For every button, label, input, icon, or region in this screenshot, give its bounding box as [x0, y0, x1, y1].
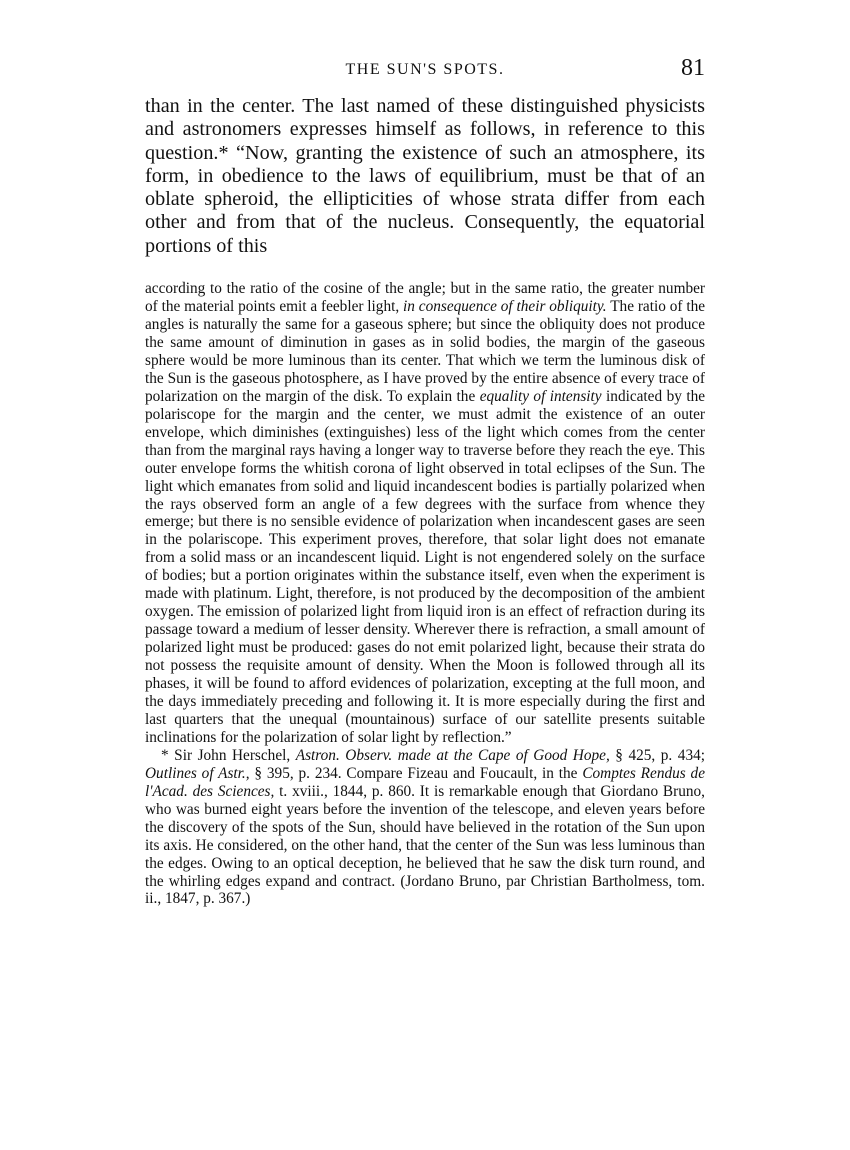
footnotes [145, 280, 705, 908]
footnote-italic-text: equality of intensity [479, 387, 602, 405]
footnote-continued [145, 280, 705, 747]
book-page [145, 55, 705, 908]
footnote-text: § 395, p. 234. Compare Fizeau and Foucault, in the [249, 764, 583, 782]
main-text: than in the center. The last named of these distinguished physicists and astronomers expresses himself as follows, in reference to this question.* “Now, granting the existence of such an atmosphere, its form, in obedience to the laws of equilibrium, must be that of an oblate spheroid, the ellipticities of whose strata differ from each other and from that of the nucleus. Consequently, the equatorial portions of this [145, 95, 705, 257]
footnote-text: t. xviii., 1844, p. 860. It is remarkable enough that Giordano Bruno, who was burned eight years before the invention of the telescope, and eleven years before the discovery of the spots of the Sun, should have believed in the rotation of the Sun upon its axis. He considered, on the other hand, that the center of the Sun was less luminous than the edges. Owing to an optical deception, he believed that he saw the disk turn round, and the whirling edges expand and contract. (Jordano Bruno, par Christian Bartholmess, tom. ii., 1847, p. 367.) [145, 782, 705, 908]
footnote-italic-text: Astron. Observ. made at the Cape of Good Hope, [295, 746, 610, 764]
page-number: 81 [681, 55, 705, 81]
footnote-text: The ratio of the angles is naturally the same for a gaseous sphere; but since the obliquity does not produce the same amount of diminution in gases as in solid bodies, the margin of the gaseous sphere would be more luminous than its center. That which we term the luminous disk of the Sun is the gaseous photosphere, as I have proved by the entire absence of every trace of polarization on the margin of the disk. To explain the [145, 298, 706, 405]
footnote-text: § 425, p. 434; [609, 746, 705, 764]
page-header [145, 55, 705, 87]
running-head: THE SUN'S SPOTS. [345, 61, 505, 78]
footnote-italic-text: Outlines of Astr., [145, 764, 250, 782]
footnote-text: * Sir John Herschel, [161, 746, 296, 764]
footnote-italic-text: Comptes Rendus de l'Acad. des Sciences, [145, 764, 705, 800]
footnote-text: indicated by the polariscope for the margin and the center, we must admit the existence of an outer envelope, which diminishes (extinguishes) less of the light which comes from the center than from the marginal rays having a longer way to traverse before they reach the eye. This outer envelope forms the whitish corona of light observed in total eclipses of the Sun. The light which emanates from solid and liquid incandescent bodies is partially polarized when the rays observed form an angle of a few degrees with the surface from whence they emerge; but there is no sensible evidence of polarization when incandescent gases are seen in the polariscope. This experiment proves, therefore, that solar light does not emanate from a solid mass or an incandescent liquid. Light is not engendered solely on the surface of bodies; but a portion originates within the substance itself, even when the experiment is made with platinum. Light, therefore, is not produced by the decomposition of the ambient oxygen. The emission of polarized light from liquid iron is an effect of refraction during its passage toward a medium of lesser density. Wherever there is refraction, a small amount of polarized light must be produced: gases do not emit polarized light, because their strata do not possess the requisite amount of density. When the Moon is followed through all its phases, it will be found to afford evidences of polarization, excepting at the full moon, and the days immediately preceding and following it. It is more especially during the first and last quarters that the unequal (mountainous) surface of our satellite presents suitable inclinations for the polarization of solar light by reflection.” [145, 387, 706, 746]
footnote-herschel [145, 747, 705, 909]
footnote-text: according to the ratio of the cosine of the angle; but in the same ratio, the greater number of the material points emit a feebler light, [145, 280, 705, 316]
footnote-italic-text: in consequence of their obliquity. [403, 298, 607, 316]
